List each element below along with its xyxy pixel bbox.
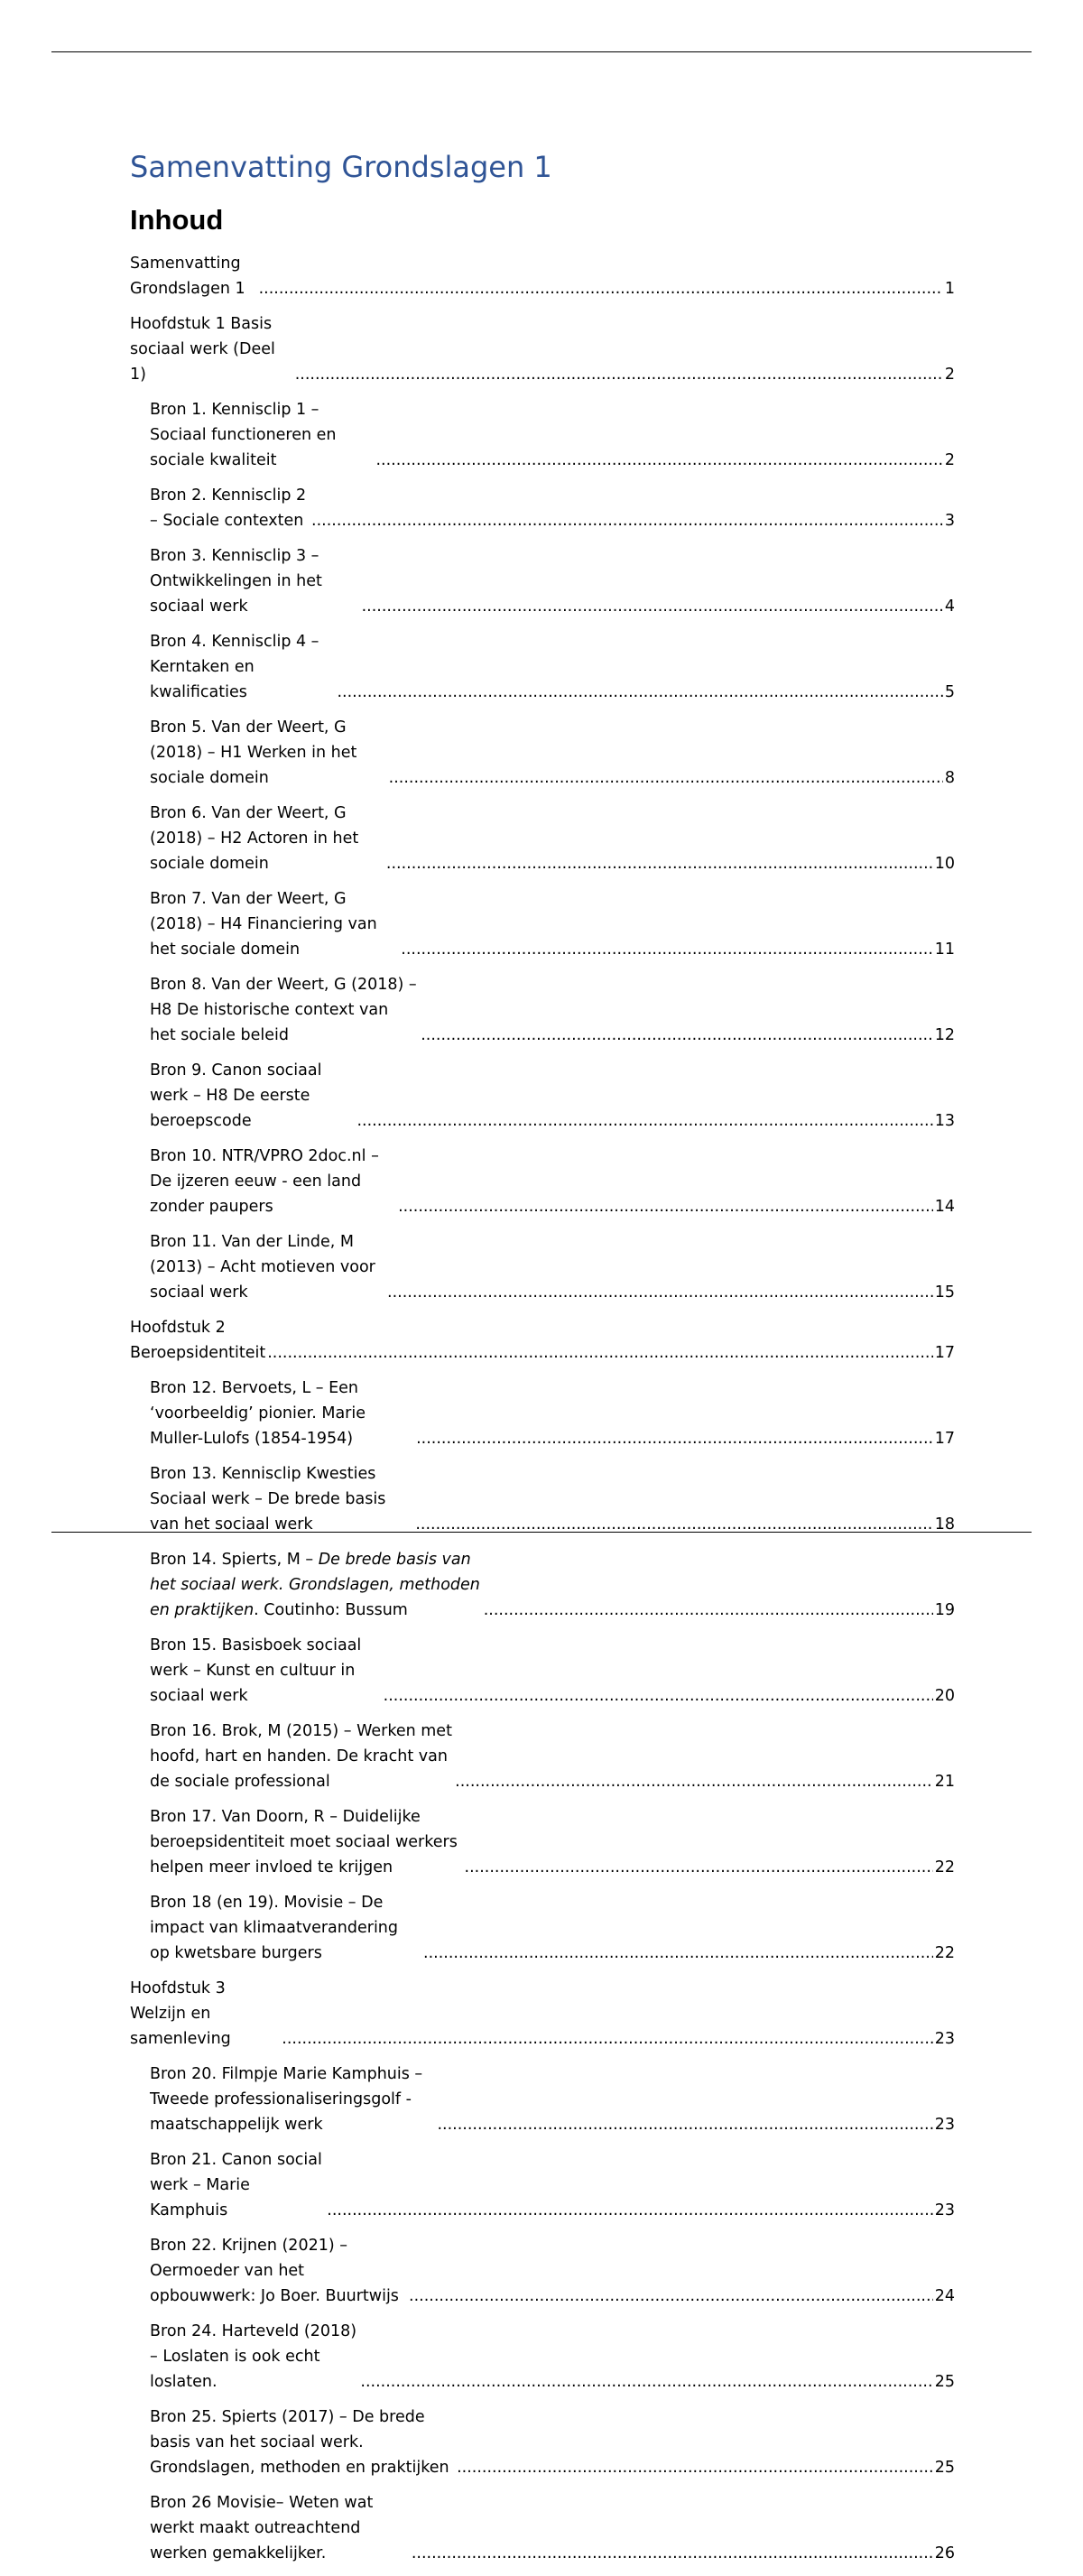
toc-entry-text xyxy=(150,1547,482,1623)
toc-entry[interactable] xyxy=(130,2405,955,2480)
toc-entry[interactable] xyxy=(130,1229,955,1305)
toc-entry-text: Bron 7. Van der Weert, G (2018) – H4 Financiering van het sociale domein xyxy=(150,890,377,959)
toc-leader-dots xyxy=(327,2198,932,2223)
toc-leader-dots xyxy=(415,1512,932,1537)
toc-entry[interactable] xyxy=(130,629,955,705)
toc-entry[interactable] xyxy=(130,543,955,619)
toc-leader-dots xyxy=(384,1683,933,1709)
toc-entry[interactable] xyxy=(130,483,955,533)
toc-entry-text: Bron 6. Van der Weert, G (2018) – H2 Actoren in het sociale domein xyxy=(150,804,359,873)
toc-page-number: 2 xyxy=(944,366,955,384)
toc-page-number: 22 xyxy=(934,1858,955,1876)
toc-entry[interactable] xyxy=(130,2490,955,2566)
toc-entry[interactable] xyxy=(130,1376,955,1451)
toc-entry[interactable] xyxy=(130,1315,955,1366)
document-title: Samenvatting Grondslagen 1 xyxy=(130,150,552,184)
toc-leader-dots xyxy=(398,1194,933,1219)
toc-page-number: 18 xyxy=(934,1515,955,1534)
toc-entry[interactable] xyxy=(130,972,955,1048)
toc-leader-dots xyxy=(311,508,943,533)
toc-page-number: 19 xyxy=(934,1601,955,1619)
toc-entry[interactable] xyxy=(130,2062,955,2137)
toc-leader-dots xyxy=(267,1340,933,1366)
toc-entry[interactable] xyxy=(130,1804,955,1880)
toc-page-number: 11 xyxy=(934,941,955,959)
table-of-contents xyxy=(130,251,955,2566)
toc-entry-text: Bron 26 Movisie– Weten wat werkt maakt outreachtend werken gemakkelijker. xyxy=(150,2494,374,2562)
toc-entry-text-italic: De brede basis van het sociaal werk. Grondslagen, methoden en praktijken xyxy=(150,1551,480,1619)
toc-page-number: 25 xyxy=(934,2373,955,2391)
toc-entry-text-part: . Coutinho: Bussum xyxy=(254,1601,408,1619)
toc-leader-dots xyxy=(375,448,942,473)
toc-entry-text: Bron 18 (en 19). Movisie – De impact van klimaatverandering op kwetsbare burgers xyxy=(150,1894,399,1962)
toc-entry[interactable] xyxy=(130,1976,955,2052)
toc-leader-dots xyxy=(360,2369,932,2395)
toc-leader-dots xyxy=(387,1280,933,1305)
toc-entry[interactable] xyxy=(130,1719,955,1794)
toc-page-number: 17 xyxy=(934,1430,955,1448)
toc-entry-text: Bron 2. Kennisclip 2 – Sociale contexten xyxy=(150,486,307,530)
toc-leader-dots xyxy=(416,1426,933,1451)
toc-page-number: 8 xyxy=(944,769,955,787)
toc-page-number: 14 xyxy=(934,1198,955,1216)
header-rule xyxy=(51,51,1032,52)
toc-entry[interactable] xyxy=(130,311,955,387)
toc-entry[interactable] xyxy=(130,801,955,876)
toc-page-number: 21 xyxy=(934,1773,955,1791)
document-page xyxy=(130,144,955,2576)
toc-page-number: 26 xyxy=(934,2544,955,2562)
toc-entry-text: Bron 13. Kennisclip Kwesties Sociaal werk – De brede basis van het sociaal werk xyxy=(150,1465,386,1534)
toc-page-number: 12 xyxy=(934,1026,955,1044)
toc-leader-dots xyxy=(259,276,943,301)
toc-entry-text: Bron 16. Brok, M (2015) – Werken met hoofd, hart en handen. De kracht van de sociale professional xyxy=(150,1722,452,1791)
toc-page-number: 1 xyxy=(944,280,955,298)
toc-leader-dots xyxy=(337,680,942,705)
toc-page-number: 23 xyxy=(934,2030,955,2048)
toc-page-number: 22 xyxy=(934,1944,955,1962)
toc-leader-dots xyxy=(455,1769,933,1794)
toc-entry[interactable] xyxy=(130,1058,955,1134)
toc-entry-text: Bron 15. Basisboek sociaal werk – Kunst en cultuur in sociaal werk xyxy=(150,1636,362,1705)
toc-page-number: 23 xyxy=(934,2116,955,2134)
toc-leader-dots xyxy=(356,1108,932,1134)
toc-leader-dots xyxy=(457,2455,933,2480)
toc-page-number: 2 xyxy=(944,451,955,469)
toc-page-number: 23 xyxy=(934,2201,955,2219)
toc-entry-text: Hoofdstuk 1 Basis sociaal werk (Deel 1) xyxy=(130,315,275,384)
toc-leader-dots xyxy=(412,2541,933,2566)
toc-page-number: 25 xyxy=(934,2459,955,2477)
toc-leader-dots xyxy=(437,2112,932,2137)
toc-entry-text: Hoofdstuk 2 Beroepsidentiteit xyxy=(130,1319,266,1362)
toc-entry[interactable] xyxy=(130,1633,955,1709)
toc-entry[interactable] xyxy=(130,1890,955,1966)
toc-entry-text: Bron 25. Spierts (2017) – De brede basis van het sociaal werk. Grondslagen, methoden en praktijken xyxy=(150,2408,449,2477)
toc-entry-text: Bron 10. NTR/VPRO 2doc.nl – De ijzeren eeuw - een land zonder paupers xyxy=(150,1147,379,1216)
toc-entry[interactable] xyxy=(130,1547,955,1623)
toc-leader-dots xyxy=(409,2284,933,2309)
toc-entry[interactable] xyxy=(130,1461,955,1537)
toc-page-number: 20 xyxy=(934,1687,955,1705)
toc-leader-dots xyxy=(295,362,943,387)
toc-leader-dots xyxy=(282,2026,932,2052)
toc-leader-dots xyxy=(401,937,932,962)
toc-entry[interactable] xyxy=(130,715,955,791)
toc-heading: Inhoud xyxy=(130,204,224,236)
toc-page-number: 4 xyxy=(944,598,955,616)
toc-leader-dots xyxy=(484,1598,933,1623)
toc-entry-text: Samenvatting Grondslagen 1 xyxy=(130,255,245,298)
toc-entry-text: Bron 20. Filmpje Marie Kamphuis – Tweede professionaliseringsgolf - maatschappelijk werk xyxy=(150,2065,423,2134)
footer-rule xyxy=(51,1532,1032,1533)
toc-entry[interactable] xyxy=(130,1144,955,1219)
toc-leader-dots xyxy=(423,1941,933,1966)
toc-entry-text: Bron 3. Kennisclip 3 – Ontwikkelingen in het sociaal werk xyxy=(150,547,322,616)
toc-leader-dots xyxy=(389,765,943,791)
toc-entry-text: Bron 5. Van der Weert, G (2018) – H1 Werken in het sociale domein xyxy=(150,718,357,787)
toc-entry-text: Bron 8. Van der Weert, G (2018) – H8 De historische context van het sociale beleid xyxy=(150,976,417,1044)
toc-entry-text: Hoofdstuk 3 Welzijn en samenleving xyxy=(130,1979,231,2048)
toc-page-number: 24 xyxy=(934,2287,955,2305)
toc-entry-text: Bron 4. Kennisclip 4 – Kerntaken en kwalificaties xyxy=(150,633,319,701)
toc-entry[interactable] xyxy=(130,251,955,301)
toc-entry-text: Bron 11. Van der Linde, M (2013) – Acht motieven voor sociaal werk xyxy=(150,1233,375,1302)
toc-page-number: 15 xyxy=(934,1283,955,1302)
toc-page-number: 3 xyxy=(944,512,955,530)
toc-entry-text: Bron 1. Kennisclip 1 – Sociaal functioneren en sociale kwaliteit xyxy=(150,401,337,469)
toc-leader-dots xyxy=(362,594,943,619)
toc-page-number: 10 xyxy=(934,855,955,873)
toc-entry[interactable] xyxy=(130,2319,955,2395)
toc-page-number: 5 xyxy=(944,683,955,701)
toc-entry-text: Bron 21. Canon social werk – Marie Kamphuis xyxy=(150,2151,322,2219)
toc-entry[interactable] xyxy=(130,886,955,962)
toc-entry-text-part: Bron 14. Spierts, M – xyxy=(150,1551,319,1569)
toc-entry-text: Bron 12. Bervoets, L – Een ‘voorbeeldig’ pionier. Marie Muller-Lulofs (1854-1954) xyxy=(150,1379,366,1448)
toc-entry-text: Bron 17. Van Doorn, R – Duidelijke beroepsidentiteit moet sociaal werkers helpen meer invloed te krijgen xyxy=(150,1808,458,1876)
toc-leader-dots xyxy=(465,1855,933,1880)
toc-entry[interactable] xyxy=(130,2233,955,2309)
toc-leader-dots xyxy=(386,851,933,876)
toc-entry-text: Bron 22. Krijnen (2021) – Oermoeder van het opbouwwerk: Jo Boer. Buurtwijs xyxy=(150,2237,399,2305)
toc-page-number: 17 xyxy=(934,1344,955,1362)
toc-page-number: 13 xyxy=(934,1112,955,1130)
toc-leader-dots xyxy=(421,1023,932,1048)
toc-entry-text: Bron 24. Harteveld (2018) – Loslaten is ook echt loslaten. xyxy=(150,2322,357,2391)
toc-entry-text: Bron 9. Canon sociaal werk – H8 De eerste beroepscode xyxy=(150,1061,322,1130)
toc-entry[interactable] xyxy=(130,2147,955,2223)
toc-entry[interactable] xyxy=(130,397,955,473)
